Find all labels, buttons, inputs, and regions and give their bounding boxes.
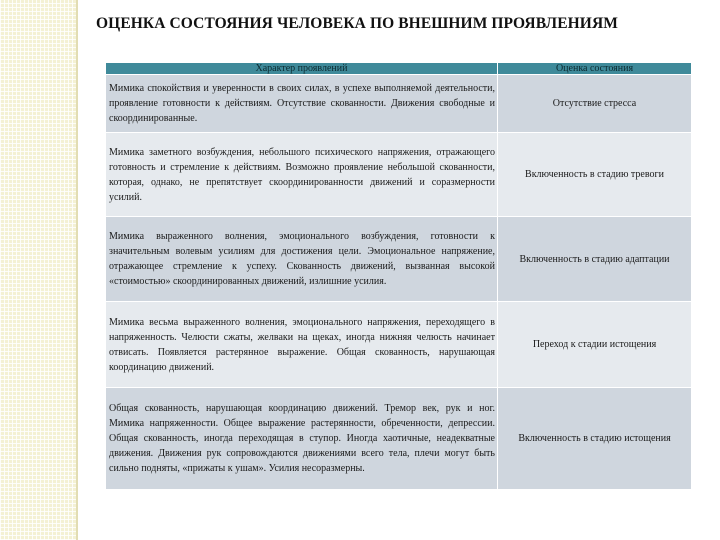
decorative-side-pattern (0, 0, 76, 540)
table-row (106, 133, 692, 217)
state-cell: Включенность в стадию адаптации (498, 217, 692, 302)
table-row (106, 217, 692, 302)
state-cell: Отсутствие стресса (498, 75, 692, 133)
manifestation-cell: Общая скованность, нарушающая координацию движений. Тремор век, рук и ног. Мимика напряженности. Общее выражение растерянности, обреченности, депрессии. Общая скованность, иногда переходящая в ступор. Иногда хаотичные, неадекватные движения. Движения рук сопровождаются движениями всего тела, плечи могут быть сильно подняты, «прижаты к ушам». Усилия несоразмерны. (106, 388, 498, 490)
manifestation-cell: Мимика весьма выраженного волнения, эмоционального напряжения, переходящего в напряженность. Челюсти сжаты, желваки на щеках, иногда нижняя челюсть начинает отвисать. Появляется растерянное выражение. Общая скованность, нарушающая координацию движений. (106, 302, 498, 388)
state-cell: Переход к стадии истощения (498, 302, 692, 388)
table-row (106, 75, 692, 133)
state-cell: Включенность в стадию тревоги (498, 133, 692, 217)
assessment-table (105, 62, 692, 490)
page-title: ОЦЕНКА СОСТОЯНИЯ ЧЕЛОВЕКА ПО ВНЕШНИМ ПРОЯВЛЕНИЯМ (96, 15, 618, 32)
table-row (106, 388, 692, 490)
manifestation-cell: Мимика выраженного волнения, эмоционального возбуждения, готовности к значительным волевым усилиям для достижения цели. Эмоциональное напряжение, отражающее стремление к успеху. Скованность движений, вызванная высокой «стоимостью» скоординированных движений, излишние усилия. (106, 217, 498, 302)
table-header-row (106, 63, 692, 75)
column-header-manifestations: Характер проявлений (106, 63, 498, 75)
manifestation-cell: Мимика спокойствия и уверенности в своих силах, в успехе выполняемой деятельности, проявление готовности к действиям. Отсутствие скованности. Движения свободные и скоординированные. (106, 75, 498, 133)
column-header-state-assessment: Оценка состояния (498, 63, 692, 75)
decorative-side-divider (76, 0, 78, 540)
manifestation-cell: Мимика заметного возбуждения, небольшого психического напряжения, отражающего готовность и стремление к действиям. Возможно проявление небольшой скованности, которая, однако, не препятствует скоординированности движений и соразмерности усилий. (106, 133, 498, 217)
table-row (106, 302, 692, 388)
state-cell: Включенность в стадию истощения (498, 388, 692, 490)
